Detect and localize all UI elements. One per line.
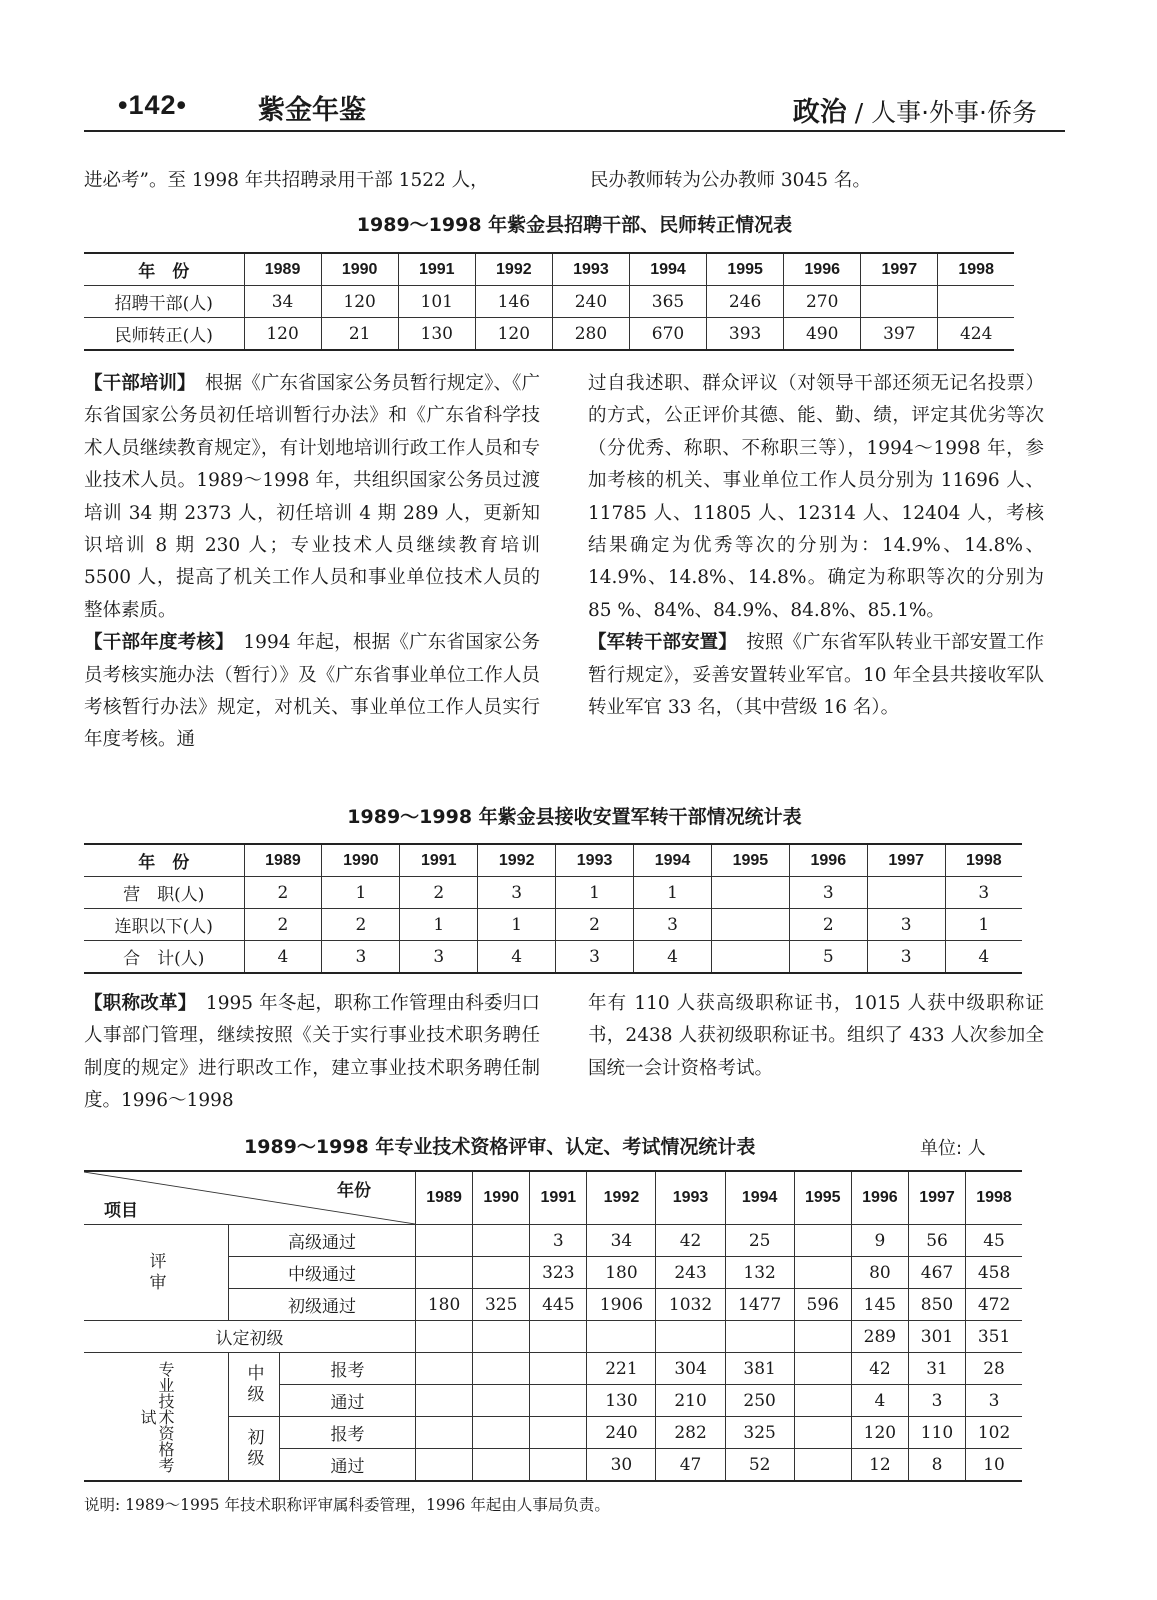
table-cell: 3 [400,941,478,974]
year-header: 1992 [475,253,552,286]
table-row [84,1225,1022,1257]
table-cell: 3 [945,877,1022,909]
table-cell: 301 [908,1321,965,1353]
table-cell [711,877,789,909]
table-cell: 1 [400,909,478,941]
table3-title: 1989～1998 年专业技术资格评审、认定、考试情况统计表 [244,1136,756,1158]
table-cell: 490 [784,318,861,351]
table-cell: 240 [552,286,629,318]
table-cell: 1 [945,909,1022,941]
table-cell: 4 [634,941,712,974]
table-cell: 323 [530,1257,587,1289]
table-cell: 289 [851,1321,908,1353]
year-header: 1990 [322,844,400,877]
table-cell: 120 [475,318,552,351]
section-cadre-training [84,368,540,757]
table-recruitment [84,252,1014,351]
corner-cell [84,1171,416,1225]
table-cell: 146 [475,286,552,318]
row-label: 报考 [280,1353,416,1385]
section-main: 政治 [792,97,847,128]
table2-title: 1989～1998 年紫金县接收安置军转干部情况统计表 [347,806,802,828]
heading-military-transfer: 【军转干部安置】 [588,632,728,654]
table-cell: 34 [244,286,321,318]
table-row [84,877,1022,909]
row-label: 认定初级 [84,1321,416,1353]
table-cell: 4 [945,941,1022,974]
table-cell: 42 [656,1225,725,1257]
exam-level-label: 初级 [229,1417,280,1482]
table-cell: 424 [938,318,1014,351]
table-cell [416,1385,473,1417]
table-cell [530,1449,587,1482]
year-header: 1998 [938,253,1014,286]
table-cell: 250 [725,1385,794,1417]
table-cell: 3 [867,941,945,974]
table-cell: 102 [966,1417,1022,1449]
table-cell: 596 [794,1289,851,1321]
table-cell: 1032 [656,1289,725,1321]
table-cell: 9 [851,1225,908,1257]
table-cell: 397 [861,318,938,351]
section-title-reform [84,988,540,1118]
table-cell: 180 [587,1257,656,1289]
table-cell: 2 [244,877,322,909]
year-header: 1997 [867,844,945,877]
table-cell [473,1353,530,1385]
year-header: 1991 [530,1171,587,1225]
table-cell: 2 [322,909,400,941]
table-cell: 270 [784,286,861,318]
review-group-label: 评审 [84,1225,229,1321]
table-cell [530,1353,587,1385]
year-header: 1992 [587,1171,656,1225]
text-military-transfer: 按照《广东省军队转业干部安置工作暂行规定》，妥善安置转业军官。10 年全县共接收军队转业军官 33 名，（其中营级 16 名）。 [588,632,1044,719]
year-header: 1995 [794,1171,851,1225]
table-row [84,1353,1022,1385]
table-cell: 47 [656,1449,725,1482]
table-cell: 21 [321,318,398,351]
table-header-row [84,844,1022,877]
heading-title-reform: 【职称改革】 [84,993,188,1014]
table-cell: 132 [725,1257,794,1289]
table-cell [656,1321,725,1353]
exam-level-label: 中级 [229,1353,280,1417]
table-qualification [84,1170,1022,1482]
table-cell: 246 [707,286,784,318]
row-label: 报考 [280,1417,416,1449]
table-cell: 34 [587,1225,656,1257]
table-cell: 3 [478,877,556,909]
row-label: 连职以下(人) [84,909,244,941]
year-header: 1989 [244,253,321,286]
table-cell [530,1385,587,1417]
table-cell [416,1321,473,1353]
row-label: 高级通过 [229,1225,416,1257]
section-separator: / [854,98,864,127]
table-cell: 101 [398,286,475,318]
table-cell: 4 [244,941,322,974]
row-label: 中级通过 [229,1257,416,1289]
table-cell [416,1225,473,1257]
table-cell: 42 [851,1353,908,1385]
year-header: 1990 [473,1171,530,1225]
year-header: 1991 [398,253,475,286]
table-cell [861,286,938,318]
table-cell [473,1321,530,1353]
table-cell: 3 [322,941,400,974]
year-label: 年 份 [84,253,244,286]
section-assessment-cont [588,368,1044,724]
table-military-transfer [84,843,1022,974]
table-cell [473,1385,530,1417]
table-cell: 850 [908,1289,965,1321]
table-cell: 210 [656,1385,725,1417]
text-title-reform: 1995 年冬起，职称工作管理由科委归口人事部门管理，继续按照《关于实行事业技术职务聘任制度的规定》进行职改工作，建立事业技术职务聘任制度。1996～1998 [84,993,540,1112]
year-label: 年 份 [84,844,244,877]
table-cell [938,286,1014,318]
year-header: 1991 [400,844,478,877]
table-cell: 31 [908,1353,965,1385]
row-label: 合 计(人) [84,941,244,974]
table-cell [794,1321,851,1353]
row-label: 通过 [280,1385,416,1417]
table-cell: 1 [634,877,712,909]
heading-annual-assessment: 【干部年度考核】 [84,632,225,654]
heading-cadre-training: 【干部培训】 [84,373,187,394]
table-cell: 3 [530,1225,587,1257]
table-cell: 458 [966,1257,1022,1289]
table-cell [473,1257,530,1289]
table-row [84,909,1022,941]
table-cell: 365 [629,286,706,318]
corner-item: 项目 [104,1201,138,1221]
table-cell: 472 [966,1289,1022,1321]
year-header: 1995 [707,253,784,286]
table-cell: 1 [556,877,634,909]
table-cell: 30 [587,1449,656,1482]
year-header: 1994 [629,253,706,286]
table-cell [416,1353,473,1385]
table3-unit: 单位: 人 [920,1138,986,1159]
table-cell [416,1449,473,1482]
table-cell [587,1321,656,1353]
table-cell: 2 [556,909,634,941]
table-row [84,941,1022,974]
table-cell: 3 [966,1385,1022,1417]
table-cell [416,1417,473,1449]
table-cell: 145 [851,1289,908,1321]
table-cell: 4 [478,941,556,974]
table-cell: 2 [244,909,322,941]
table-cell: 304 [656,1353,725,1385]
table-cell [794,1257,851,1289]
table-cell: 3 [908,1385,965,1417]
table-cell: 110 [908,1417,965,1449]
table-cell: 670 [629,318,706,351]
table-cell [416,1257,473,1289]
table-cell: 56 [908,1225,965,1257]
year-header: 1996 [789,844,867,877]
year-header: 1992 [478,844,556,877]
text-title-reform-cont: 年有 110 人获高级职称证书，1015 人获中级职称证书，2438 人获初级职称证书。组织了 433 人次参加全国统一会计资格考试。 [588,993,1044,1079]
table-cell: 243 [656,1257,725,1289]
table-cell: 80 [851,1257,908,1289]
row-label: 初级通过 [229,1289,416,1321]
table-header-row [84,253,1014,286]
table-cell [867,877,945,909]
year-header: 1989 [416,1171,473,1225]
table-cell: 1 [478,909,556,941]
table-cell [530,1417,587,1449]
year-header: 1995 [711,844,789,877]
year-header: 1997 [861,253,938,286]
table-cell: 3 [789,877,867,909]
table-cell: 221 [587,1353,656,1385]
year-header: 1989 [244,844,322,877]
year-header: 1998 [966,1171,1022,1225]
text-annual-assessment: 1994 年起，根据《广东省国家公务员考核实施办法（暂行）》及《广东省事业单位工作人员考核暂行办法》规定，对机关、事业单位工作人员实行年度考核。通 [84,632,540,751]
text-assessment-cont: 过自我述职、群众评议（对领导干部还须无记名投票）的方式，公正评价其德、能、勤、绩，评定其优劣等次（分优秀、称职、不称职三等），1994～1998 年，参加考核的机关、事业单位工作人员分别为 11696 人、11785 人、11805 人、12314 人、12404 人，考核结果确定为优秀等次的分别为：14.9%、14.8%、14.9%、14.8%、14.8%。确定为称职等次的分别为 85 %、84%、84.9%、84.8%、85.1%。 [588,373,1044,621]
table-cell: 28 [966,1353,1022,1385]
table-cell: 393 [707,318,784,351]
text-cadre-training: 根据《广东省国家公务员暂行规定》、《广东省国家公务员初任培训暂行办法》和《广东省科学技术人员继续教育规定》，有计划地培训行政工作人员和专业技术人员。1989～1998 年，共组织国家公务员过渡培训 34 期 2373 人，初任培训 4 期 289 人，更新知识培训 8 期 230 人；专业技术人员继续教育培训 5500 人，提高了机关工作人员和事业单位技术人员的整体素质。 [84,373,540,621]
table-cell: 3 [556,941,634,974]
table-cell: 282 [656,1417,725,1449]
table-cell [530,1321,587,1353]
table-cell: 4 [851,1385,908,1417]
table-cell: 351 [966,1321,1022,1353]
table-row [84,286,1014,318]
row-label: 民师转正(人) [84,318,244,351]
intro-right: 民办教师转为公办教师 3045 名。 [590,170,871,191]
table-cell [725,1321,794,1353]
table-header-row [84,1171,1022,1225]
table-cell [794,1417,851,1449]
year-header: 1996 [851,1171,908,1225]
table-cell: 280 [552,318,629,351]
table-cell: 10 [966,1449,1022,1482]
table-cell: 467 [908,1257,965,1289]
table-cell [711,909,789,941]
table-cell [794,1353,851,1385]
table-cell: 120 [851,1417,908,1449]
table-cell [794,1449,851,1482]
table-cell [794,1225,851,1257]
table-cell [473,1449,530,1482]
table3-note: 说明: 1989～1995 年技术职称评审属科委管理，1996 年起由人事局负责。 [84,1496,610,1514]
table-cell: 325 [473,1289,530,1321]
table-cell [794,1385,851,1417]
table-cell: 120 [244,318,321,351]
table-cell: 52 [725,1449,794,1482]
table-cell: 12 [851,1449,908,1482]
row-label: 通过 [280,1449,416,1482]
year-header: 1993 [656,1171,725,1225]
row-label: 招聘干部(人) [84,286,244,318]
table-cell: 130 [398,318,475,351]
section-heading [793,90,1037,129]
table-cell [473,1417,530,1449]
table-cell: 3 [867,909,945,941]
table-cell: 2 [789,909,867,941]
table-cell: 445 [530,1289,587,1321]
table-cell: 180 [416,1289,473,1321]
year-header: 1994 [634,844,712,877]
year-header: 1998 [945,844,1022,877]
section-title-reform-cont [588,988,1044,1085]
year-header: 1993 [556,844,634,877]
year-header: 1990 [321,253,398,286]
table-cell: 45 [966,1225,1022,1257]
book-title: 紫金年鉴 [258,95,366,126]
table-row [84,1321,1022,1353]
table-cell [473,1225,530,1257]
header-rule [84,130,1065,132]
table-cell: 120 [321,286,398,318]
exam-group-label: 专业技术资格考试 [84,1353,229,1482]
year-header: 1996 [784,253,861,286]
table1-title: 1989～1998 年紫金县招聘干部、民师转正情况表 [356,214,793,236]
table-cell: 1 [322,877,400,909]
table-cell: 2 [400,877,478,909]
section-sub: 人事·外事·侨务 [871,98,1037,127]
year-header: 1994 [725,1171,794,1225]
corner-year: 年份 [337,1181,371,1201]
row-label: 营 职(人) [84,877,244,909]
table-cell: 325 [725,1417,794,1449]
page-number: •142• [118,90,187,120]
table-cell: 5 [789,941,867,974]
table-cell: 381 [725,1353,794,1385]
table-cell: 1906 [587,1289,656,1321]
table-cell: 240 [587,1417,656,1449]
table-cell: 3 [634,909,712,941]
year-header: 1993 [552,253,629,286]
table-cell: 130 [587,1385,656,1417]
table-cell: 1477 [725,1289,794,1321]
table-cell [711,941,789,974]
table-cell: 8 [908,1449,965,1482]
intro-left: 进必考”。至 1998 年共招聘录用干部 1522 人， [84,170,489,191]
table-row [84,318,1014,351]
year-header: 1997 [908,1171,965,1225]
table-cell: 25 [725,1225,794,1257]
